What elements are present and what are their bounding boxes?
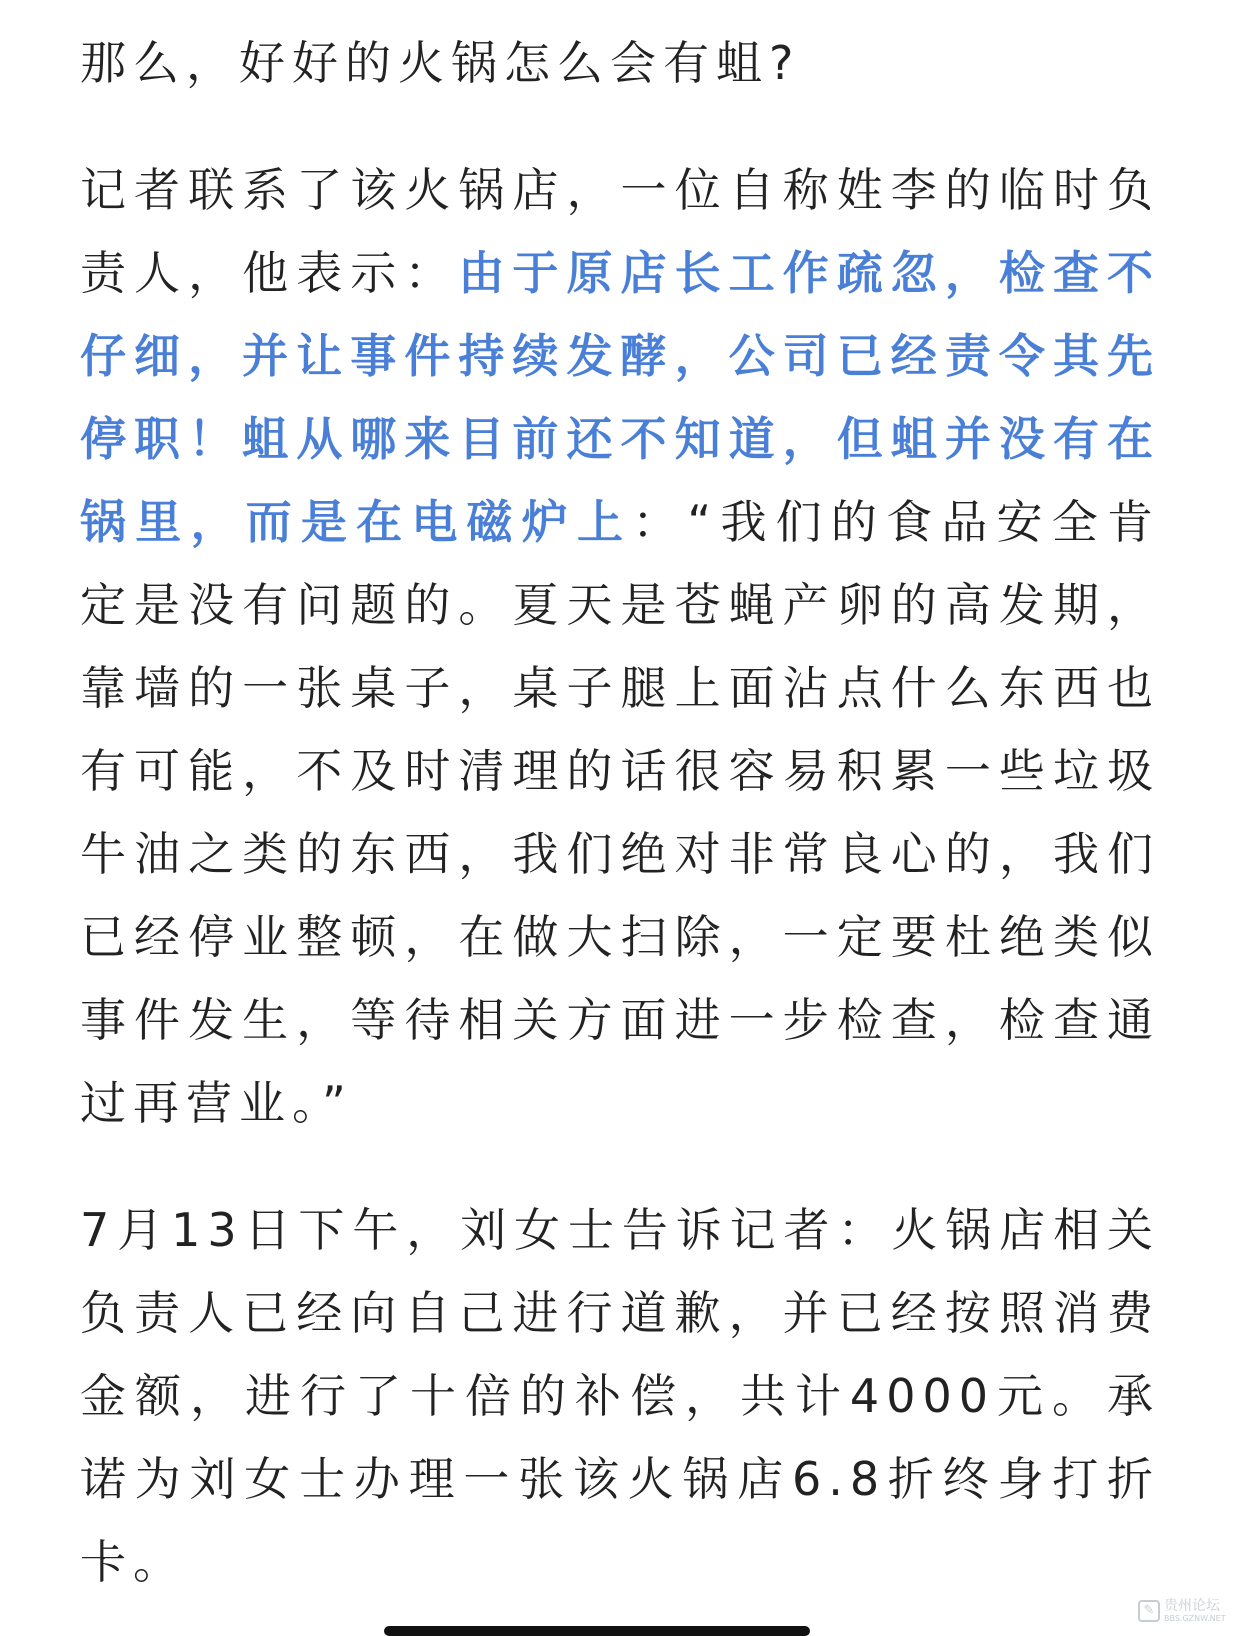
watermark-subtext: BBS.GZNW.NET [1164,1614,1226,1623]
article-body [80,22,1160,1604]
paragraph-compensation [80,1189,1160,1604]
watermark-text: 贵州论坛 [1164,1598,1220,1614]
home-indicator-bar[interactable] [384,1626,810,1636]
paragraph-reporter-contact [80,149,1160,1145]
highlighted-statement: 由于原店长工作疏忽，检查不仔细，并让事件持续发酵，公司已经责令其先停职！蛆从哪来目前还不知道，但蛆并没有在锅里，而是在电磁炉上 [80,246,1161,549]
paragraph-question [80,22,1160,105]
compensation-text: 7月13日下午，刘女士告诉记者：火锅店相关负责人已经向自己进行道歉，并已经按照消费金额，进行了十倍的补偿，共计4000元。承诺为刘女士办理一张该火锅店6.8折终身打折卡。 [80,1203,1160,1589]
contact-intro-text: 记者联系了该火锅店，一位自称姓李的临时负责人，他表示： [80,163,1160,300]
forum-watermark [1138,1598,1228,1626]
question-text: 那么，好好的火锅怎么会有蛆? [80,36,801,90]
manager-quote-text: ：“我们的食品安全肯定是没有问题的。夏天是苍蝇产卵的高发期，靠墙的一张桌子，桌子腿上面沾点什么东西也有可能，不及时清理的话很容易积累一些垃圾牛油之类的东西，我们绝对非常良心的，我们已经停业整顿，在做大扫除，一定要杜绝类似事件发生，等待相关方面进一步检查，检查通过再营业。” [80,495,1160,1130]
forum-logo-icon: ✎ [1138,1600,1160,1622]
